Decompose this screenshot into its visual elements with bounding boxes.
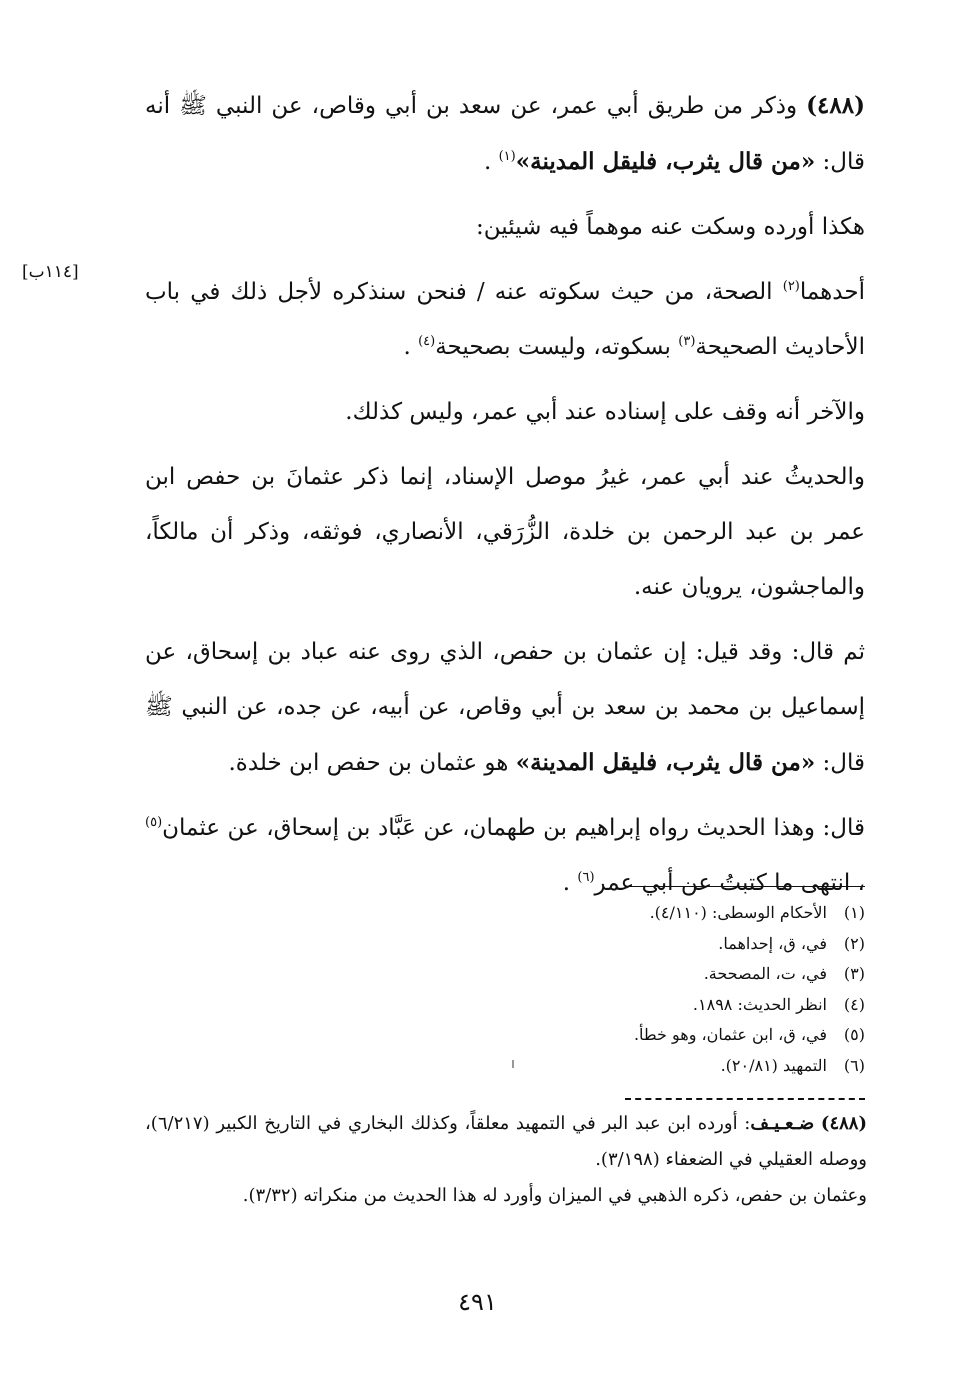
- paragraph-text: .: [403, 334, 419, 360]
- footnote-item: [145, 959, 865, 990]
- paragraph-text: هو عثمان بن حفص ابن خلدة.: [228, 750, 516, 776]
- footnote-number: (٦): [843, 1055, 865, 1075]
- footnote-divider: [625, 886, 865, 887]
- footnote-number: (٤): [843, 994, 865, 1014]
- main-text: [145, 78, 865, 921]
- scan-speck: [512, 1060, 514, 1068]
- footnote-ref-6[interactable]: (٦): [577, 870, 595, 885]
- takhrij-section: [145, 1106, 867, 1214]
- takhrij-divider: [625, 1098, 865, 1100]
- paragraph-text: الصحة، من حيث سكوته عنه / فنحن سنذكره لأجل ذلك في باب الأحاديث الصحيحة: [145, 279, 865, 360]
- paragraph-text: ثم قال: وقد قيل: إن عثمان بن حفص، الذي روى عنه عباد بن إسحاق، عن إسماعيل بن محمد بن سعد بن أبي وقاص، عن أبيه، عن جده، عن النبي ﷺ قال:: [145, 639, 865, 776]
- paragraph-3: [145, 265, 865, 375]
- paragraph-text: قال: وهذا الحديث رواه إبراهيم بن طهمان، عن عَبَّاد بن إسحاق، عن عثمان: [162, 815, 865, 841]
- footnote-number: (١): [843, 903, 865, 922]
- footnote-text: في، ق، ابن عثمان، وهو خطأ.: [633, 1025, 827, 1044]
- paragraph-text: .: [483, 149, 499, 175]
- grading-label: ضـعـيـف: [750, 1113, 815, 1134]
- takhrij-line: وعثمان بن حفص، ذكره الذهبي في الميزان وأورد له هذا الحديث من منكراته (٣/٣٢).: [242, 1185, 867, 1206]
- footnote-number: (٢): [843, 933, 865, 953]
- hadith-quote: «من قال يثرب، فليقل المدينة»: [515, 749, 816, 776]
- footnote-text: الأحكام الوسطى: (٤/١١٠).: [649, 903, 827, 922]
- footnote-item: [145, 929, 865, 960]
- page-number: ٤٩١: [458, 1288, 497, 1316]
- paragraph-6: [145, 625, 865, 791]
- footnote-text: في، ق، إحداهما.: [718, 933, 827, 953]
- paragraph-text: بسكوته، وليست بصحيحة: [435, 334, 679, 360]
- footnote-ref-1[interactable]: (١): [498, 149, 516, 164]
- footnote-item: [145, 898, 865, 929]
- footnote-number: (٣): [843, 964, 865, 983]
- paragraph-4: والآخر أنه وقف على إسناده عند أبي عمر، وليس كذلك.: [345, 399, 865, 425]
- takhrij-text: : أورده ابن عبد البر في التمهيد معلقاً، وكذلك البخاري في التاريخ الكبير (٦/٢١٧)، ووصله العقيلي في الضعفاء (٣/١٩٨).: [145, 1113, 867, 1170]
- paragraph-text: .: [562, 870, 578, 896]
- paragraph-text: ، انتهى ما كتبتُ عن أبي عمر: [594, 870, 865, 896]
- paragraph-2: هكذا أورده وسكت عنه موهماً فيه شيئين:: [476, 214, 865, 240]
- footnote-ref-4[interactable]: (٤): [418, 334, 436, 349]
- footnote-text: التمهيد (٢٠/٨١).: [720, 1055, 827, 1075]
- footnote-text: في، ت، المصححة.: [703, 964, 827, 983]
- footnote-number: (٥): [843, 1025, 865, 1044]
- footnotes: [145, 898, 865, 1081]
- footnote-ref-5[interactable]: (٥): [145, 815, 163, 830]
- paragraph-7: [145, 801, 865, 911]
- takhrij-line: [145, 1106, 867, 1178]
- takhrij-number: (٤٨٨): [820, 1113, 867, 1134]
- manuscript-folio-note: [١١٤ب]: [22, 262, 79, 282]
- footnote-text: انظر الحديث: ١٨٩٨.: [692, 994, 827, 1014]
- footnote-ref-3[interactable]: (٣): [678, 334, 696, 349]
- hadith-quote: «من قال يثرب، فليقل المدينة»: [515, 148, 816, 175]
- paragraph-5: والحديثُ عند أبي عمر، غيرُ موصل الإسناد، إنما ذكر عثمانَ بن حفص ابن عمر بن عبد الرحمن بن خلدة، الزُّرَقي، الأنصاري، فوثقه، وذكر أن مالكاً، والماجشون، يرويان عنه.: [145, 464, 865, 600]
- footnote-item: [145, 1051, 865, 1082]
- paragraph-text: وذكر من طريق أبي عمر، عن سعد بن أبي وقاص، عن النبي ﷺ أنه قال:: [145, 93, 865, 175]
- footnote-item: [145, 1020, 865, 1051]
- paragraph-488: [145, 78, 865, 190]
- hadith-number: (٤٨٨): [806, 92, 865, 119]
- paragraph-text: أحدهما: [799, 279, 865, 305]
- footnote-ref-2[interactable]: (٢): [782, 279, 800, 294]
- footnote-item: [145, 990, 865, 1021]
